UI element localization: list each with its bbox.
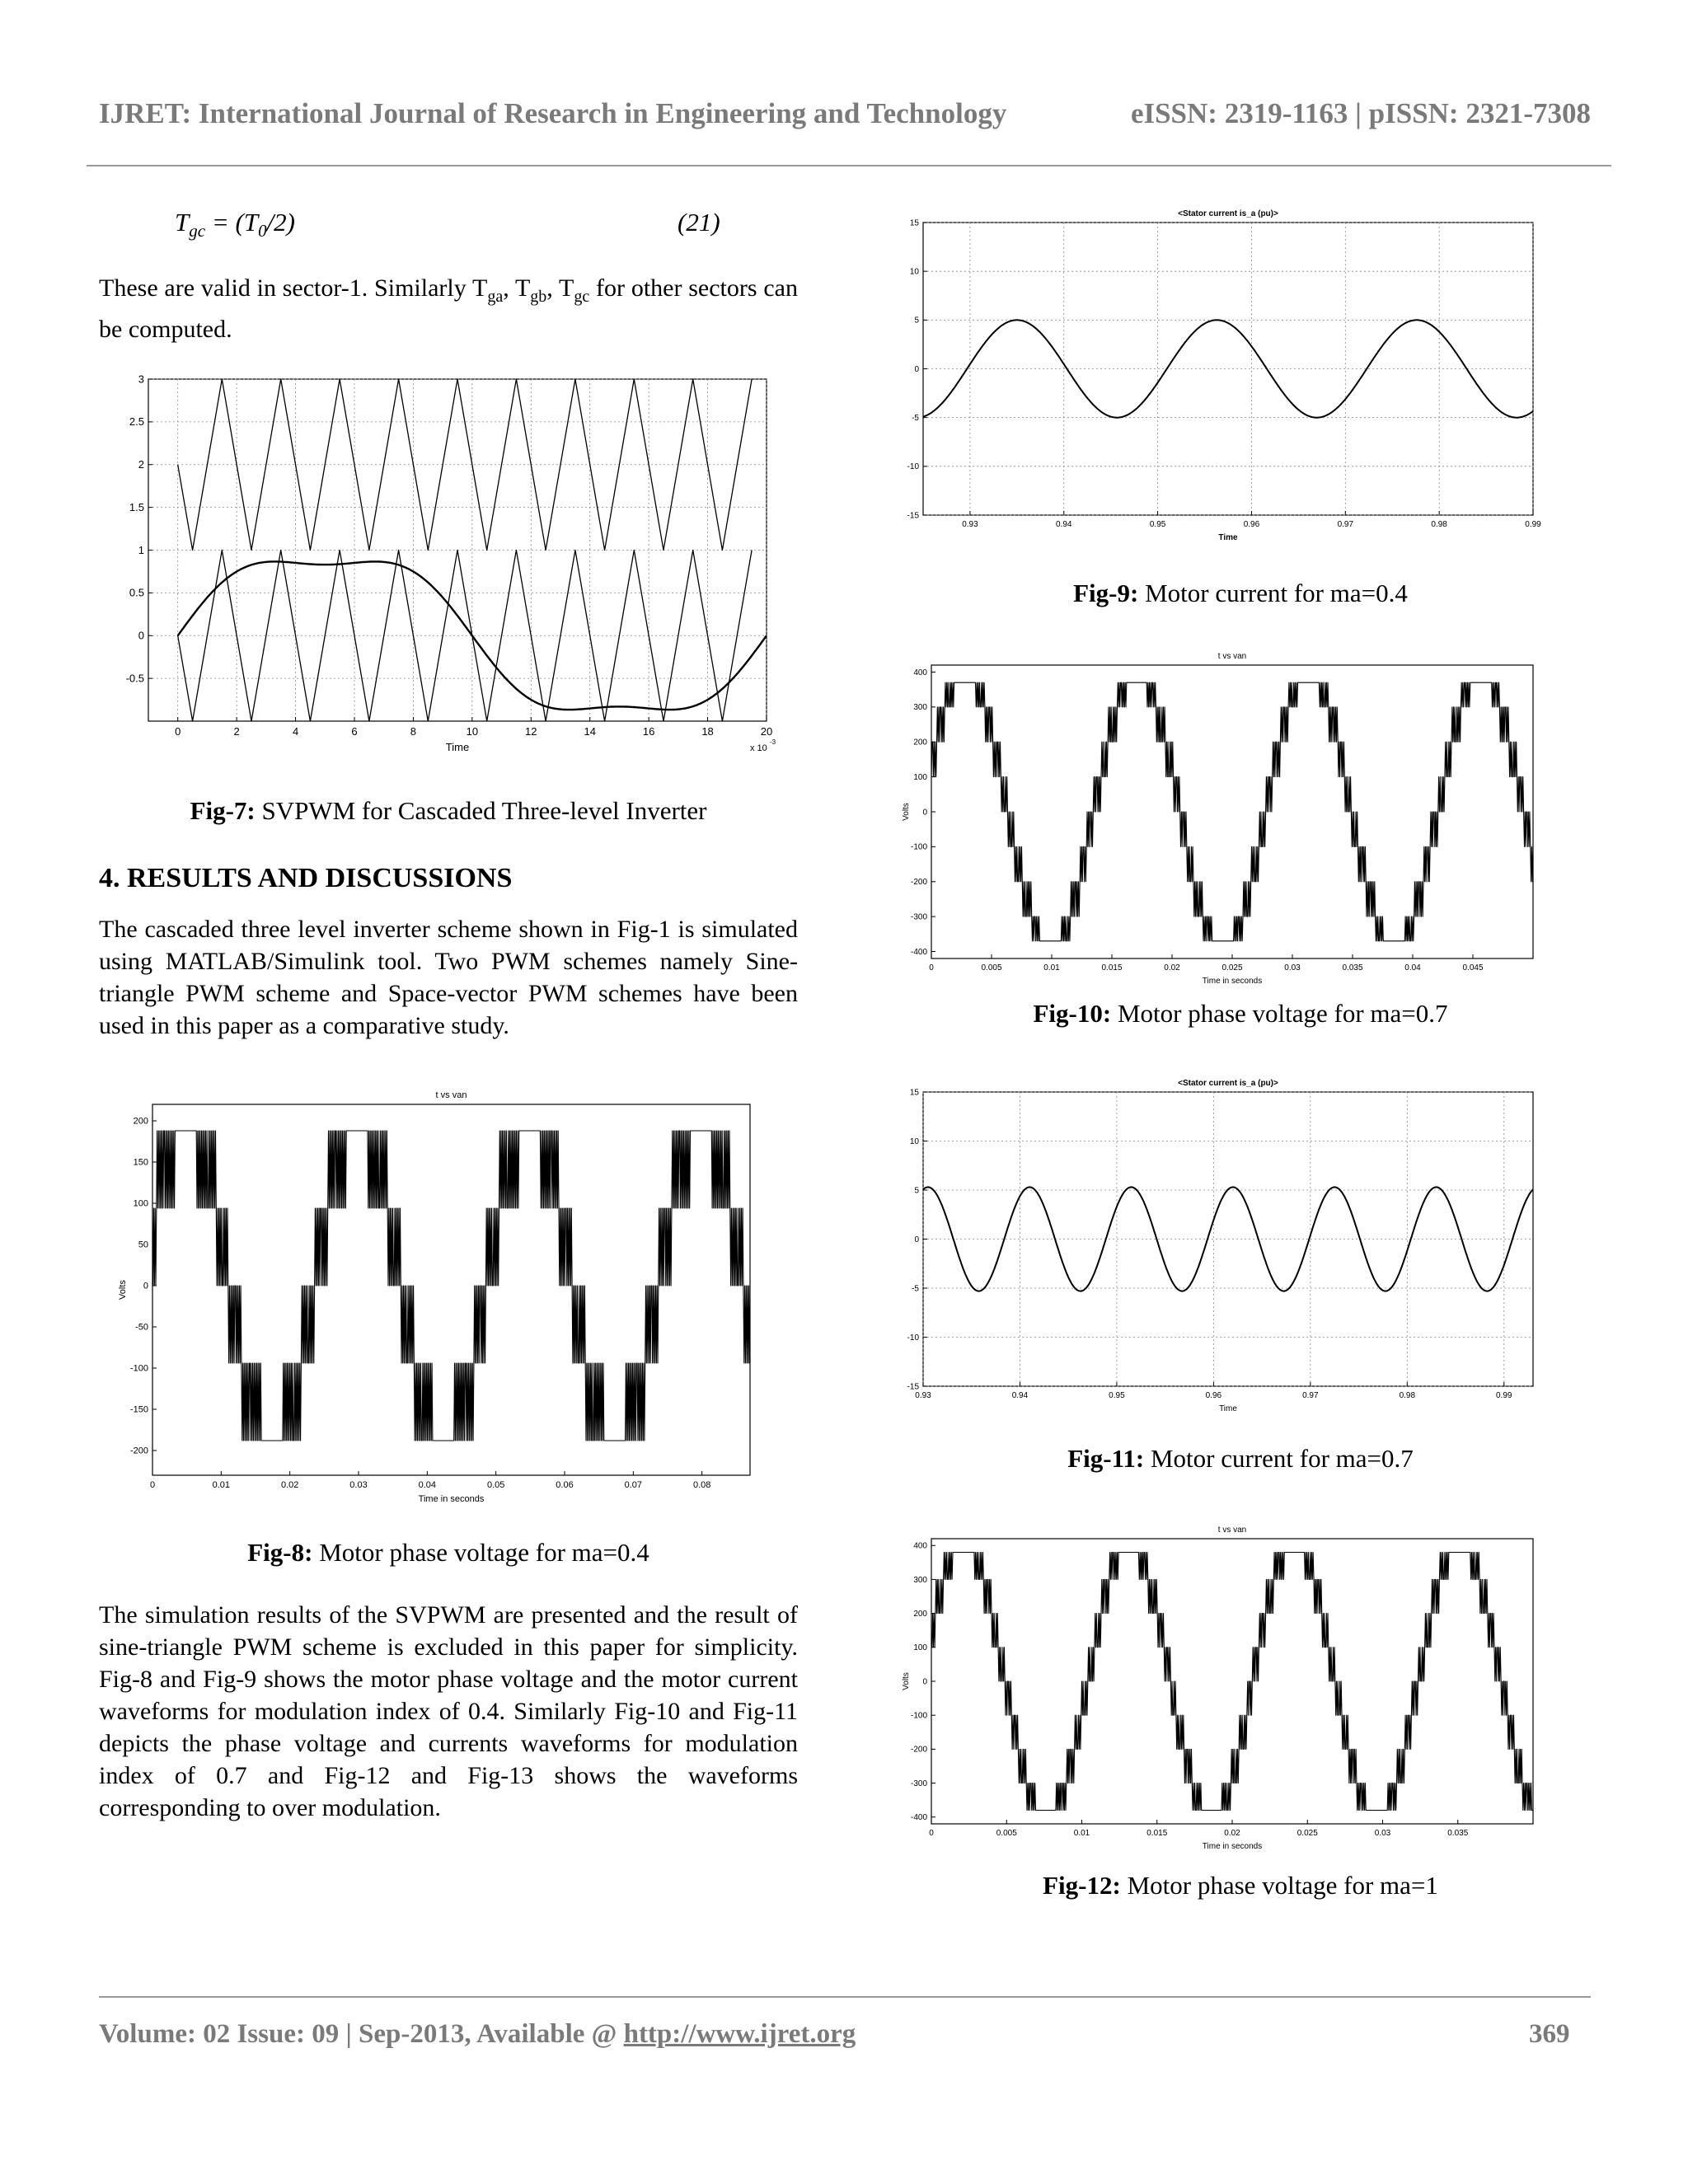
x-tick-label: 6: [351, 725, 358, 738]
fig7-caption: Fig-7: SVPWM for Cascaded Three-level Inverter: [190, 796, 707, 825]
fig12-chart: [898, 1512, 1541, 1858]
y-tick-label: 10: [909, 1137, 919, 1146]
x-tick-label: 0.03: [349, 1480, 368, 1490]
x-axis-label: Time in seconds: [418, 1494, 485, 1504]
x-tick-label: 0.95: [1109, 1391, 1125, 1400]
page-header: [99, 97, 1591, 130]
fig8-chart: [115, 1067, 758, 1512]
x-tick-label: 14: [584, 725, 596, 738]
y-tick-label: 0.5: [129, 586, 144, 599]
x-tick-label: 10: [466, 725, 479, 738]
fig10-caption: Fig-10: Motor phase voltage for ma=0.7: [1033, 999, 1448, 1028]
x-tick-label: 0.97: [1302, 1391, 1319, 1400]
x-tick-label: 0.94: [1056, 520, 1072, 529]
y-tick-label: 200: [913, 738, 927, 748]
x-tick-label: 0.93: [915, 1391, 931, 1400]
y-tick-label: -100: [910, 1711, 927, 1721]
header-rule: [87, 165, 1611, 166]
x-multiplier-exponent: -3: [770, 738, 776, 746]
y-tick-label: 15: [909, 1088, 919, 1098]
chart-title: t vs van: [435, 1090, 467, 1100]
y-tick-label: -200: [129, 1446, 148, 1456]
y-tick-label: -100: [129, 1363, 148, 1374]
x-tick-label: 0.98: [1431, 520, 1447, 529]
y-tick-label: -100: [910, 842, 927, 852]
x-tick-label: 8: [410, 725, 417, 738]
x-tick-label: 0.01: [212, 1480, 231, 1490]
x-tick-label: 0.025: [1296, 1829, 1318, 1838]
x-tick-label: 0.97: [1337, 520, 1354, 529]
y-tick-label: 400: [913, 668, 927, 677]
footer-rule: [99, 1996, 1591, 1998]
y-tick-label: 2: [138, 458, 144, 471]
y-tick-label: 10: [909, 267, 919, 277]
y-axis-label: Volts: [902, 803, 911, 821]
y-tick-label: 200: [133, 1116, 148, 1127]
issn: eISSN: 2319-1163 | pISSN: 2321-7308: [1130, 97, 1591, 129]
fig9-chart: [898, 202, 1541, 548]
x-tick-label: 0.01: [1073, 1829, 1090, 1838]
x-axis-label: Time: [445, 741, 470, 753]
x-tick-label: 0.03: [1284, 963, 1301, 972]
x-tick-label: 0.015: [1146, 1829, 1168, 1838]
x-tick-label: 0: [929, 1829, 934, 1838]
x-axis-label: Time: [1219, 1404, 1237, 1413]
y-tick-label: 0: [914, 1235, 919, 1244]
chart-title: t vs van: [1217, 652, 1247, 661]
y-tick-label: 150: [133, 1157, 148, 1168]
x-tick-label: 0.93: [962, 520, 978, 529]
x-tick-label: 0.96: [1205, 1391, 1222, 1400]
y-tick-label: 5: [914, 316, 919, 326]
y-tick-label: -5: [912, 1284, 919, 1294]
x-tick-label: 0.04: [418, 1480, 437, 1490]
y-tick-label: -10: [907, 1333, 919, 1343]
x-tick-label: 0.02: [1224, 1829, 1240, 1838]
y-tick-label: 3: [138, 373, 144, 386]
y-tick-label: 0: [922, 808, 927, 818]
x-axis-label: Time in seconds: [1202, 977, 1263, 986]
y-tick-label: 0: [922, 1677, 927, 1687]
y-tick-label: 100: [913, 772, 927, 782]
fig8-caption: Fig-8: Motor phase voltage for ma=0.4: [247, 1538, 649, 1567]
y-tick-label: -400: [910, 947, 927, 957]
y-tick-label: -200: [910, 1745, 927, 1755]
y-tick-label: 100: [913, 1643, 927, 1653]
fig7-chart: [99, 367, 775, 762]
y-tick-label: 200: [913, 1609, 927, 1619]
y-tick-label: 0: [138, 629, 144, 642]
x-tick-label: 0: [929, 963, 934, 972]
y-tick-label: -200: [910, 878, 927, 888]
y-tick-label: 1: [138, 543, 144, 556]
fig11-caption: Fig-11: Motor current for ma=0.7: [1067, 1444, 1414, 1473]
fig9-caption: Fig-9: Motor current for ma=0.4: [1073, 579, 1408, 607]
y-tick-label: 300: [913, 1575, 927, 1585]
x-tick-label: 0.015: [1101, 963, 1123, 972]
y-tick-label: 50: [138, 1240, 148, 1250]
x-tick-label: 18: [701, 725, 714, 738]
page-number: 369: [1529, 2019, 1570, 2049]
x-tick-label: 0.99: [1525, 520, 1541, 529]
y-tick-label: -300: [910, 912, 927, 922]
x-tick-label: 0.04: [1404, 963, 1421, 972]
journal-link[interactable]: http://www.ijret.org: [623, 2019, 856, 2049]
x-tick-label: 0.07: [624, 1480, 643, 1490]
x-tick-label: 16: [642, 725, 655, 738]
paragraph-simulation: The cascaded three level inverter scheme shown in Fig-1 is simulated using MATLAB/Simulink tool. Two PWM schemes namely Sine-triangle PWM scheme and Space-vector PWM schemes have been used in this paper as a comparative study.: [99, 916, 798, 1039]
y-tick-label: -15: [907, 1382, 919, 1392]
x-axis-label: Time: [1218, 533, 1238, 542]
y-tick-label: 2.5: [129, 415, 144, 429]
y-tick-label: -300: [910, 1779, 927, 1788]
x-tick-label: 0.05: [486, 1480, 505, 1490]
y-tick-label: 5: [914, 1186, 919, 1196]
x-multiplier-label: x 10: [750, 743, 767, 753]
x-tick-label: 0.98: [1399, 1391, 1416, 1400]
x-tick-label: 0.08: [692, 1480, 711, 1490]
x-tick-label: 0.035: [1447, 1829, 1469, 1838]
x-tick-label: 0.95: [1149, 520, 1166, 529]
paragraph-sector: These are valid in sector-1. Similarly $T_{ga}$, $T_{gb}$, $T_{gc}$ for other sectors can be computed.: [99, 274, 798, 343]
y-tick-label: 15: [909, 218, 919, 228]
x-tick-label: 4: [292, 725, 299, 738]
x-tick-label: 0.02: [280, 1480, 299, 1490]
x-tick-label: 0.96: [1243, 520, 1260, 529]
equation-21: $T_{gc} = (T_0/2)$ (21): [175, 208, 720, 241]
y-tick-label: 300: [913, 703, 927, 713]
chart-title: t vs van: [1217, 1526, 1247, 1535]
y-tick-label: -150: [129, 1404, 148, 1415]
y-tick-label: -50: [135, 1322, 148, 1333]
x-tick-label: 0.035: [1342, 963, 1363, 972]
x-tick-label: 0.06: [556, 1480, 574, 1490]
x-tick-label: 0.005: [996, 1829, 1017, 1838]
x-tick-label: 0.94: [1011, 1391, 1029, 1400]
fig12-caption: Fig-12: Motor phase voltage for ma=1: [1043, 1871, 1438, 1900]
equation-number: (21): [678, 208, 720, 237]
x-tick-label: 0: [175, 725, 181, 738]
y-tick-label: 400: [913, 1541, 927, 1551]
journal-title: IJRET: International Journal of Research in Engineering and Technology: [99, 97, 1007, 129]
y-tick-label: 1.5: [129, 500, 144, 513]
footer-volume: Volume: 02 Issue: 09 | Sep-2013, Available @ http://www.ijret.org: [99, 2019, 856, 2049]
fig11-chart: [898, 1071, 1541, 1418]
y-tick-label: 0: [914, 364, 919, 374]
y-tick-label: 100: [133, 1198, 148, 1209]
x-axis-label: Time in seconds: [1202, 1842, 1263, 1851]
y-tick-label: 0: [143, 1281, 148, 1291]
fig10-chart: [898, 639, 1541, 1010]
y-axis-label: Volts: [118, 1280, 128, 1300]
x-tick-label: 0.045: [1462, 963, 1484, 972]
x-tick-label: 0.01: [1043, 963, 1060, 972]
y-axis-label: Volts: [902, 1672, 911, 1690]
chart-title: <Stator current is_a (pu)>: [1178, 1079, 1278, 1088]
x-tick-label: 0.02: [1164, 963, 1180, 972]
x-tick-label: 0.03: [1374, 1829, 1391, 1838]
chart-title: <Stator current is_a (pu)>: [1178, 209, 1278, 218]
x-tick-label: 2: [233, 725, 240, 738]
x-tick-label: 0.005: [981, 963, 1002, 972]
section-heading: 4. RESULTS AND DISCUSSIONS: [99, 863, 513, 893]
x-tick-label: 0.025: [1221, 963, 1243, 972]
x-tick-label: 0.99: [1496, 1391, 1512, 1400]
y-tick-label: -0.5: [125, 672, 144, 685]
x-tick-label: 20: [760, 725, 773, 738]
paragraph-results: The simulation results of the SVPWM are presented and the result of sine-triangle PWM scheme is excluded in this paper for simplicity. Fig-8 and Fig-9 shows the motor phase voltage and the motor current waveforms for modulation index of 0.4. Similarly Fig-10 and Fig-11 depicts the phase voltage and currents waveforms for modulation index of 0.7 and Fig-12 and Fig-13 shows the waveforms corresponding to over modulation.: [99, 1601, 798, 1821]
y-tick-label: -10: [907, 462, 919, 472]
y-tick-label: -400: [910, 1813, 927, 1823]
y-tick-label: -5: [912, 414, 919, 423]
y-tick-label: -15: [907, 511, 919, 521]
x-tick-label: 12: [525, 725, 537, 738]
x-tick-label: 0: [149, 1480, 156, 1490]
